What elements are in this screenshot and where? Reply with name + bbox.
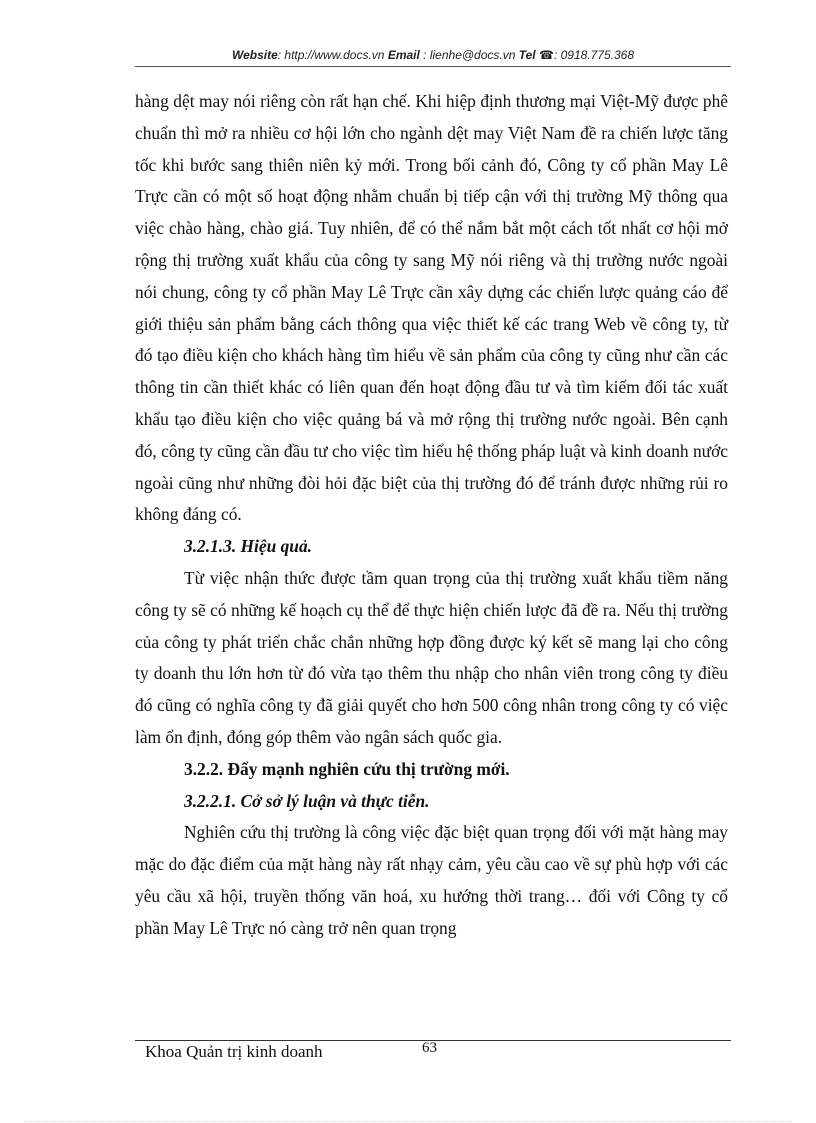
page-bottom-border (24, 1121, 792, 1122)
email-value: : lienhe@docs.vn (423, 48, 516, 62)
tel-value: : 0918.775.368 (553, 48, 635, 62)
section-heading-co-so: 3.2.2.1. Cở sở lý luận và thực tiễn. (184, 790, 430, 811)
document-body (135, 86, 728, 945)
page-header (135, 48, 731, 62)
paragraph-intro: hàng dệt may nói riêng còn rất hạn chế. Khi hiệp định thương mại Việt-Mỹ được phê chuẩn thì mở ra nhiều cơ hội lớn cho ngành dệt may Việt Nam đề ra chiến lược tăng tốc khi bước sang thiên niên kỷ mới. Trong bối cảnh đó, Công ty cổ phần May Lê Trực cần có một số hoạt động nhằm chuẩn bị tiếp cận với thị trường Mỹ thông qua việc chào hàng, chào giá. Tuy nhiên, để có thể nắm bắt một cách tốt nhất cơ hội mở rộng thị trường xuất khẩu của công ty sang Mỹ nói riêng và thị trường nước ngoài nói chung, công ty cổ phần May Lê Trực cần xây dựng các chiến lược quảng cáo để giới thiệu sản phẩm bằng cách thông qua việc thiết kế các trang Web về công ty, từ đó tạo điều kiện cho khách hàng tìm hiểu về sản phẩm của công ty cũng như cần các thông tin cần thiết khác có liên quan đến hoạt động đầu tư và tìm kiếm đối tác xuất khẩu tạo điều kiện cho việc quảng bá và mở rộng thị trường nước ngoài. Bên cạnh đó, công ty cũng cần đầu tư cho việc tìm hiểu hệ thống pháp luật và kinh doanh nước ngoài cũng như những đòi hỏi đặc biệt của thị trường đó để tránh được những rủi ro không đáng có. (135, 91, 728, 525)
phone-icon: ☎ (539, 48, 554, 62)
paragraph-co-so: Nghiên cứu thị trường là công việc đặc biệt quan trọng đối với mặt hàng may mặc do đặc điểm của mặt hàng này rất nhạy cảm, yêu cầu cao về sự phù hợp với các yêu cầu xã hội, truyền thống văn hoá, xu hướng thời trang… đối với Công ty cổ phần May Lê Trực nó càng trở nên quan trọng (135, 822, 728, 938)
paragraph-hieu-qua: Từ việc nhận thức được tầm quan trọng của thị trường xuất khẩu tiềm năng công ty sẽ có những kế hoạch cụ thể để thực hiện chiến lược đã đề ra. Nếu thị trường của công ty phát triển chắc chắn những hợp đồng được ký kết sẽ mang lại cho công ty doanh thu lớn hơn từ đó vừa tạo thêm thu nhập cho nhân viên trong công ty điều đó cũng có nghĩa công ty đã giải quyết cho hơn 500 công nhân trong công ty có việc làm ổn định, đóng góp thêm vào ngân sách quốc gia. (135, 567, 728, 747)
section-heading-hieu-qua: 3.2.1.3. Hiệu quả. (184, 536, 313, 557)
tel-label: Tel (518, 48, 536, 62)
email-label: Email (387, 48, 420, 62)
header-divider (135, 66, 731, 67)
website-value: : http://www.docs.vn (277, 48, 385, 62)
page-number: 63 (422, 1040, 437, 1056)
footer-department: Khoa Quản trị kinh doanh (145, 1042, 323, 1061)
website-label: Website (231, 48, 278, 62)
section-heading-nghien-cuu: 3.2.2. Đẩy mạnh nghiên cứu thị trường mới. (184, 758, 510, 779)
